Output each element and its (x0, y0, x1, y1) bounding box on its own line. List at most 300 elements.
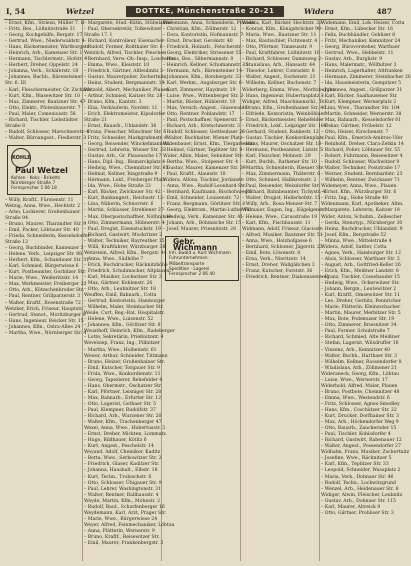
page-header (4, 6, 396, 18)
directory-entry: – Ernst, Kfm., Würzburger Str. 6 (321, 190, 397, 196)
directory-entry: – Otto, Heizer, Kirschenstr. 7 (321, 129, 389, 135)
ad-line: Spedition · Lagerei (169, 266, 210, 272)
directory-entry: – Konrad, Kfm., Königsbrücker 90 (242, 27, 321, 33)
directory-entry: Wewer, Arthur, Schneider, Tittmann (84, 353, 168, 359)
directory-entry: – Kurt, Drucker, Dorfhainer Str. 3 (321, 414, 399, 420)
directory-entry: – Karl, Fleischermeister, Gr. Zschach (5, 87, 91, 93)
directory-entry: – Fritz, Schneider, Markgrafenstr. 8 (84, 135, 168, 141)
directory-entry: – Ida, Hausmeisterin, Gompitzer 5 (321, 81, 402, 87)
directory-entry: – Johannes, Kfm., Borsbergstr. 33 (163, 75, 241, 81)
directory-entry: – Erich, Buchdrucker, Räcknitzhöhe (84, 262, 168, 268)
directory-entry: – Georg, Tapezierer, Rehefelder 4 (84, 377, 163, 383)
directory-entry: – Hermann, Lokf., Freiberger Platz (84, 178, 166, 184)
directory-entry: – Bruno, Postbote, Chemnitzer 48 (321, 389, 400, 395)
directory-entry: – Max, Zimmermann, Thäterstr. 6 (242, 172, 321, 178)
directory-entry: – Hans, Obermstr., Oschatzer Str. (84, 383, 163, 389)
directory-entry: – Richard, Schmied, Alte Meißner (321, 335, 400, 341)
directory-entry: – Oskar, Gärtner, Fröbelstr. 12 (321, 123, 392, 129)
directory-entry: – Paul, Kraftfahrer, Lößnitzstr. 16 (242, 51, 320, 57)
directory-entry: – Max, Bahnarb., Erfurter Str. 12 (84, 395, 162, 401)
directory-entry: Wetzold, Albert, Mechaniker, Plauen (84, 87, 170, 93)
directory-entry: – Richard, Gastwirt, Mockritzer 2 (84, 232, 163, 238)
directory-entry: – Werner, Student, Bernhardstr. 23 (321, 172, 403, 178)
directory-entry: – Hans, Ingenieur, Hubertusplatz 3 (242, 93, 324, 99)
directory-entry: – Lotte, Sekretärin, Prießnitzstr. 4 (84, 335, 164, 341)
directory-entry: – Fritz, Mechaniker, Kemnitzer 24 (321, 39, 401, 45)
directory-entry: – Rudolf, Schlosser, Marschnerstr. 4 (5, 129, 89, 135)
directory-entry: – Richard, Arb., Kretschmerstr. 3 (163, 123, 240, 129)
directory-entry: – Paul, Lehrer, Washingtonstr. 31 (84, 486, 161, 492)
directory-entry: – Josef, Maurer, Priesnitzstr. 28 (163, 226, 237, 232)
directory-entry: – Emma, Wwe., Kleiststr. 10 (84, 63, 150, 69)
directory-entry: – Lina, Wwe., Tharandter Str. 104 (321, 105, 400, 111)
directory-entry: Straße 21 (84, 117, 108, 123)
directory-entry: – Bernhard, Verw.-Ob.-Insp., Loschwitz (84, 57, 175, 63)
directory-entry: – Emil, Kutscher, Torgauer Str. 9 (84, 365, 160, 371)
advertisement-wetzel (7, 145, 81, 195)
directory-entry: – Heinz, Student, Bergmannstr. 19 (84, 81, 165, 87)
directory-entry: – Heinz, Buchdrucker, Uhlandstr. 9 (321, 226, 403, 232)
directory-entry: – Walter, Drogist, Hellerhofstr. 15 (242, 196, 321, 202)
directory-entry: – Frieda, Schneiderin, Kesselsdorfer (5, 234, 90, 240)
directory-entry: – Hans, Kfm., Coschützer Str. 22 (321, 408, 397, 413)
directory-entry: Str. 6. III (5, 81, 26, 87)
directory-entry: – Willi, Kraftfahrer, Würzburger 38 (84, 244, 166, 250)
advertisement-wichmann (165, 236, 239, 281)
directory-entry: – Paul, Former, Schulstraße 7 (321, 329, 390, 335)
directory-entry: – Dora, Kontoristin, Hofmannstr. 7 (163, 33, 244, 39)
directory-entry: – Martin, Bäcker, Hüblerstr. 10 (163, 99, 236, 105)
directory-entry: – Wilhelm, Kellner, Buchenstr. 7 (242, 81, 317, 87)
directory-entry: – Otto, Elektr., Pfotenhauerstr. 7 (5, 105, 81, 111)
directory-entry: – Kurt, Kfm., Blasewitzer Str. 10 (5, 93, 81, 99)
ad-line: Kohlen · Koks · Briketts (11, 175, 61, 181)
directory-entry: – Ernst, Bäckermeister, Rehefelder (242, 117, 324, 123)
directory-entry: – Hermann, Postbeamter, Liststr. 5 (242, 147, 323, 153)
directory-entry: – Leo, Dreher, Gorbitz, Pennricher (321, 299, 401, 305)
directory-entry: – Luise, Wwe., Wittenberger Str. 2 (163, 93, 244, 99)
directory-entry: – Hans, Ingenieur, Reicker Str. 15 (5, 318, 84, 324)
directory-entry: Widera, Alfons, Tischler, Jordanstr. (163, 178, 245, 184)
directory-entry: – Gustav, Maurerpolier, Zschertnitz (84, 75, 167, 81)
directory-entry: – Hedwig, Wwe., Chemnitzer Str. 65 (84, 166, 169, 172)
directory-entry: – Karl, Kraftf., Omsewitzer Str. 11 (321, 293, 401, 299)
directory-entry: – Martha, Wwe., Nürnberger Str. 4 (5, 330, 87, 336)
directory-entry: Widiger, Alfred, Maschinenschl., Tr. (242, 99, 326, 105)
directory-entry: – Anna, Wwe., Rudolf-Leonhard-Str. (163, 184, 247, 190)
directory-entry: – Richard, Arb., Wurzener Str. 20 (84, 414, 162, 420)
ad-firm-name: Paul Wetzel (15, 165, 68, 175)
directory-entry: – Gustav, Arb., Dohnaer Str. 115 (321, 498, 396, 504)
directory-entry: – Karl, Fleischer, Mohnstr. 29 (242, 154, 311, 160)
directory-entry: – Hermann, Arb., Bärensteiner 14 (163, 69, 243, 75)
directory-entry: – Martin, Schlosser, Strehlener 27 (84, 208, 164, 214)
directory-entry: – Otto, Schmied, Halbkreisstr. 2 (242, 178, 317, 184)
directory-entry: – Richard, Tischler, Liebstädter (5, 117, 79, 123)
directory-entry: – Max, Versich.-Angest., Glasewaldt (163, 105, 247, 111)
directory-entry: Wideraneck, Georg, Kfm., Löbtau (321, 371, 400, 377)
directory-entry: Straße 8 (5, 123, 26, 129)
directory-entry: – Gustav, Maurer, Kamenzer Str. 29 (163, 166, 246, 172)
directory-entry: – Theodor, Lehrer, Conradstr. 8 (242, 69, 315, 75)
directory-entry: – Bruno, Kraftf., Reisewitzer Str. (84, 534, 160, 540)
directory-entry: Weydemann, Karl, Arzt, Prager Str. (84, 510, 167, 516)
directory-entry: – Marie, Plätterin, Kleinzschacher (321, 305, 401, 311)
directory-entry: – Maria, Wwe., Bautzner Str. 11 (242, 33, 317, 39)
directory-entry: Straße 94 (5, 215, 29, 221)
directory-entry: – Karl, Maurer, Altreick 9 (321, 504, 381, 510)
directory-entry: – Otto, Rentner, Pohlandstr. 17 (163, 111, 235, 117)
directory-entry: – Bruno, Heizer, Großenhainer Str. (84, 359, 165, 365)
directory-entry: – Friedrich, Gärtner, Altleubnitz 3 (84, 69, 163, 75)
directory-entry: – Friedrich, Glaser, Kaditzer Str. (84, 462, 160, 468)
directory-entry: – Max, Oberpostschaffner, Nöthnitzer (84, 214, 172, 220)
directory-entry: – Paul, Postschaffner, Spenerstr. 5 (163, 117, 243, 123)
directory-entry: – Georg, Buchbinder, Kamenzer 5 (5, 246, 84, 252)
left-running-head: Wetzel (66, 7, 94, 16)
directory-entry: – Karl, Pförtner, Leisniger Str. 28 (84, 389, 162, 395)
directory-entry: – Hermann, Tischlermstr., Hofstr. 9 (5, 57, 88, 63)
directory-entry: Weyer, Alfred, Feinmechaniker, Löbtau (84, 522, 175, 528)
directory-entry: – Gertrud, Lehrerin, Wiener Str. 23 (84, 147, 167, 153)
header-rule (4, 19, 396, 20)
directory-entry: – Georg, Elektrom., Martin-Luther-Pl. (163, 208, 251, 214)
directory-entry: – Stanislaus, Arb., Hansastr. 44 (242, 63, 316, 69)
directory-entry: – Richard, Kontrolleur, Eisenacher (84, 39, 165, 45)
directory-entry: – Emma, Wwe., Westendstr. 6 (321, 395, 390, 401)
directory-entry: – Karl, Schmied, Bürgerwiese 6 (5, 264, 79, 270)
directory-entry: – Max, Gärtner, Kohlenstr. 26 (84, 281, 153, 287)
directory-entry: – Friedrich, Rentner, Diakonissenweg (242, 274, 330, 280)
ad-line: Fernsprecher 1 06 18 (11, 186, 57, 192)
directory-entry: – Max, Zimmerer, Bautzner Str. 47 (5, 99, 86, 105)
directory-entry: – Vinzenz, Arb., Kemnitzer 40 (321, 347, 390, 353)
directory-entry: – Max, Bote, Podemuser Str. 19 (321, 317, 395, 323)
directory-entry: – Fritz, Schlosser, Agnes-Smedley (321, 401, 400, 407)
directory-entry: – Leopold, Schneider, Wasaplatz 2 (321, 468, 401, 474)
ad-badge: KOHLE (11, 148, 31, 168)
directory-entry: – Bruno, Kfm., Großenhainer Str. 40 (242, 105, 327, 111)
directory-entry: Wetzstein, Alfred, Kfm., Bergstr. 44 (84, 250, 167, 256)
directory-entry: Wexel, Anna, Wwe., Hubertusstr. 3 (84, 426, 166, 432)
directory-entry: – Alfred, Musiker, Bautzner Str. 51 (242, 232, 323, 238)
directory-entry: – Frida, Wwe., Konkordienstr. 11 (84, 371, 161, 377)
directory-entry: – Hans, Maurer, Oschatzer Str. 18 (242, 141, 322, 147)
right-running-head: Widera (304, 7, 334, 16)
directory-entry: – Gustav, Arb., Burgkstr. 9 (321, 57, 383, 63)
directory-entry: – Karl, Werkm., Augsburger Str. 6 (163, 81, 242, 87)
directory-entry: – Walter, Kraftf., Rosenstraße 72 (5, 300, 81, 306)
directory-entry: – Hermann, Zimmerer, Steinbacher 20 (321, 75, 411, 81)
directory-entry: – Kurt, Buchh., Rathener Str. 10 (242, 160, 317, 166)
directory-entry: – Gertrud, Kontoristin, Hamburger (84, 299, 166, 305)
directory-entry: Widemeyer, Anna, Wwe., Plauen (321, 184, 397, 190)
directory-entry: Straße 12 (5, 240, 29, 246)
directory-entry: – Rudolf, Bauf., Scharfenberger 16 (84, 504, 165, 510)
directory-entry: – Marie, Wwe., Bürgerwiese 24 (84, 516, 158, 522)
directory-entry: – Paul, Kraftf., Alaunstr. 18 (163, 172, 226, 178)
directory-entry: – Kurt, Angest., Peschelstr. 14 (84, 444, 154, 450)
directory-entry: – Wilhelm, Kellner, Rossendorfer 8 (321, 359, 402, 365)
directory-entry: – Erna, Verk., Nieritzstr. 14 (242, 256, 306, 262)
directory-entry: – Reinhold, Dreher, Clara-Zetkin 14 (321, 141, 404, 147)
directory-entry: – Hugo, Bildhauer, Kötitz 6 (84, 438, 147, 444)
right-page-number: 487 (376, 7, 392, 16)
directory-entry: – Wenzel, Arb., Heidenauer Str. 8 (321, 486, 399, 492)
directory-entry: Widerhold, Alfred, Maler, Plauen (321, 383, 398, 389)
directory-entry: Widemann, Anna, Schneiderin, Pfotenh. (163, 21, 257, 26)
directory-column-5 (321, 21, 411, 561)
directory-entry: – Johann, Bergm., Leutewitzer 2 (321, 287, 397, 293)
directory-entry: – Martha, Schneiderin, Riesaer Str. (242, 166, 325, 172)
directory-entry: – Friedrich, Schuhmacher, Altplauen (84, 268, 170, 274)
directory-entry: – Max, Werkmeister, Freiberger 22 (5, 282, 87, 288)
directory-entry: – Emil, Bote, Löwenstr. 8 (242, 250, 301, 256)
directory-entry: Widenbauer, Ernst, Kfm., Tiergartenstr. (163, 141, 256, 147)
directory-entry: – Luise, Wwe., Wernerstr. 17 (321, 377, 388, 383)
directory-entry: – Otto, Zimmermann, Hübnerstr. 4 (84, 220, 165, 226)
directory-entry: – Johanna, Haushalt., Elbstr. 18 (84, 468, 158, 474)
directory-entry: – Johanna, Verk., Schäferstr. 18 (5, 69, 79, 75)
directory-entry: – Berta, Wwe., Serkowitzer Str. 2 (84, 456, 162, 462)
directory-entry: – Kurt, Klempner, Wernerplatz 2 (321, 99, 397, 105)
directory-entry: – Walter, Angest., Possendorfer 27 (321, 444, 401, 450)
directory-entry: – Anna, Wwe., Holzhofgasse 6 (242, 238, 312, 244)
directory-entry: – Johannes, Kfm., Ostra-Allee 24 (5, 324, 81, 330)
directory-entry: – Franz, Kutscher, Forststr. 36 (242, 268, 313, 274)
ad-firm-name: Gebr. Wichmann (173, 236, 218, 252)
directory-entry: – Marie, Wwe., Weißeritzstr. 14 (5, 276, 79, 282)
directory-entry: Weule, Curt, Reg.-Rat, Hospitalstr. (84, 311, 165, 317)
directory-entry: – Paul, Kfm., Emerich-Ambros-Ufer (321, 135, 403, 141)
directory-entry: – Paul, Maler, Comeniusstr. 58 (5, 111, 76, 117)
directory-entry: – Helene, Wwe., Luisenstr. 52 (84, 317, 154, 323)
directory-entry: – Martin, Schneider, Wernerstr. 38 (321, 111, 402, 117)
directory-entry: – Hedwig, Wwe., Ockerwitzer Str. (321, 281, 400, 287)
directory-entry: – Arthur, Schmied, Kaitzer Str. 28 (84, 93, 163, 99)
directory-entry: – Gerhard, Student, Rankestr. 12 (242, 129, 319, 135)
directory-entry: – Otto, Arb., Leubnitzer Str. 18 (84, 287, 156, 293)
directory-entry: – Ernst, Dreher, Mickten, Lommatz. (84, 432, 168, 438)
directory-entry: – Walter, Rentner, Ballhausstr. 4 (84, 492, 159, 498)
directory-entry: Widhalm, Franz, Musiker, Zschertnitz (321, 450, 410, 456)
directory-entry: – Kurt, Techn., Trobischstr. 6 (84, 474, 152, 480)
directory-entry: – Ernst, Dreher, Wallgäßchen 3 (242, 262, 315, 268)
ad-line: Fernsprecher 2 06 40 (169, 272, 215, 278)
directory-entry: – Emil, Maurer, Frankenbergstr. 3 (84, 541, 164, 547)
directory-entry: – Lina, Näherin, Schnorrstr. 6 (84, 202, 154, 208)
directory-entry: – Agnes, Verk., Hamburger Str. 12 (321, 250, 401, 256)
directory-entry: – Otto, Arb., Kötzschenbroder Str. (5, 288, 85, 294)
directory-entry: – Anna, Plätterin, Wernerstr. 9 (84, 528, 155, 534)
ad-line: Nürnberger Straße 7 (11, 180, 56, 186)
directory-entry: – Walter, Kfm., Trachenberger 47 (84, 420, 162, 426)
directory-entry: – Herbert, Dreher, Oppelstr. 24 (5, 63, 78, 69)
directory-entry: – Helene, Wwe., Carusstraße 19 (242, 214, 318, 220)
directory-entry: – Karl, Bäcker, Saalhausener Str. (321, 93, 398, 99)
directory-entry: – Robert, Fuhrmann, Reisewitzer 4 (321, 154, 403, 160)
directory-entry: Widemann, Emil, Lok.-Heizer, Cotta (321, 21, 405, 26)
directory-entry: Widera, Adolf, Sattler, Cotta (321, 244, 387, 250)
directory-entry: – Max, Arb., Höckendorfer Weg 9 (321, 420, 399, 426)
directory-entry: Weyde, Martin, Kfm., Mohnstr. 2 (84, 498, 161, 504)
directory-entry: – Wladislaus, Arb., Zöllmener 21 (321, 365, 397, 371)
directory-entry: – Kurt, Zimmerer, Haydnstr. 19 (163, 87, 236, 93)
directory-entry: Widmann, Adolf, Friseur, Glacisstr. (242, 226, 324, 232)
directory-entry: – Willy, Kraftf., Fürstenstr. 11 (5, 197, 74, 203)
directory-entry: – Paul, Drogist, Eisenstuckstr. 19 (84, 226, 161, 232)
directory-entry: – Hans, Bäckermeister, Wartburgstr. (5, 45, 90, 51)
directory-entry: – Ida, Wwe., Hohe Straße 33 (84, 184, 151, 190)
directory-entry: Weusthoff, Heinrich, Kfm., Radeberger (84, 329, 175, 335)
directory-entry: – Hans, Malermstr., Wölfnitzer 3 (321, 63, 397, 69)
directory-entry: – Walter, Büroangest., Fiedlerstr. 3 (5, 135, 87, 141)
directory-column-1 (5, 21, 91, 561)
directory-entry: – Helmut, Kellner, Ringstraße 9 (84, 172, 158, 178)
directory-entry: – Stefan, Lagerist, Wilsdruffer 16 (321, 341, 399, 347)
directory-entry: – Felix, Buchhändler, Gohliser 8 (321, 33, 396, 39)
directory-column-3 (163, 21, 257, 561)
directory-entry: – Bertha, Wwe., Stolpener Str. 4 (163, 160, 239, 166)
directory-entry: – Georg, Elektriker, Striesener 55 (163, 51, 242, 57)
directory-entry: Weyand, Adolf, Chemiker, Kaditz (84, 450, 161, 456)
directory-entry: – Friedrich, Holzarb., Fetscherstr. (163, 45, 242, 51)
directory-entry: Wetzig, Anna, Wwe., Hechtstr. 2 (5, 203, 81, 209)
directory-entry: – Bernhard, Kaufmann, Bischofsweg 6 (163, 190, 253, 196)
directory-entry: – Hedwig, Verk., Kamenzer Str. 41 (163, 214, 244, 220)
directory-entry: – Gerda, Stenotyp., Nürnberger 30 (321, 220, 403, 226)
directory-entry: – Gustav, Arb., Gr. Plauensche 17 (84, 154, 162, 160)
directory-entry: – Paul, Klempner, Rudolfstr. 37 (84, 408, 156, 413)
directory-entry: – Anna, Wwe., Südhöhe 7 (84, 256, 144, 262)
directory-entry: – Arno, Lackierer, Großenhainer (5, 209, 81, 215)
directory-entry: – Margarete, Lehrerin, Kaitzer 18 (321, 208, 400, 214)
directory-entry: – Otto, Schlosser, Übigauer Str. 9 (84, 480, 162, 486)
directory-entry: – Franz, Bergmann, Görlitzer Str. 3 (163, 202, 246, 208)
directory-entry: – Walter, Techniker, Bayreuther 15 (84, 238, 165, 244)
directory-entry: – Emil, Packer, Löbtauer Str. 40 (5, 227, 79, 233)
directory-entry: – Martha, Wwe., Holbeinstr. 61 (84, 347, 157, 353)
left-page-number: I, 54 (6, 7, 26, 16)
directory-entry: – Josef, Kfm., Bergstraße 52 (321, 232, 387, 238)
directory-entry: – Otto, Bauarb., Zauckeroder 15 (321, 426, 397, 432)
directory-entry: – Franz, Tischler, Cossebauder 15 (321, 274, 400, 280)
directory-entry: – Erich, Kfm., Meißner Landstr. 8 (321, 268, 399, 274)
directory-entry: – Gustav, Tischler, Konkordienplatz (242, 135, 324, 141)
directory-entry: – Walter, Buchhalter, Wiener Platz (163, 135, 243, 141)
directory-entry: – Ernst, Bauarb., Uhlandstr. 36 (84, 123, 157, 129)
directory-entry: – Christian, Kfm., Zöllnerstr. 12 (163, 27, 237, 33)
directory-entry: – Josefine, Wwe., Räcknitzer 5 (321, 456, 392, 462)
directory-column-4 (242, 21, 335, 561)
directory-entry: – Elsa, Verkäuferin, Nordstr. 11 (84, 105, 158, 111)
directory-entry: Widiger, Alwin, Fleischer, Leubnitz (321, 492, 403, 498)
directory-entry: – Georg, Kochgehilfe, Bergstr. 17 (5, 33, 83, 39)
directory-entry: – Ernst, Kfm., Lübecker Str. 16 (321, 27, 394, 33)
directory-entry: – Herbert, Kfm., Schandauer Str. 31 (5, 258, 90, 264)
directory-entry: – Otto, Lagerist, Gothaer Str. 5 (84, 401, 157, 407)
directory-entry: – Emil, Schneider, Louisenstr. 72 (163, 196, 240, 202)
directory-entry: – Martin, Maurer, Merbitzer Str. 5 (321, 311, 401, 317)
directory-entry: – Fritz, Ing., Hohe Straße 40 (321, 196, 388, 202)
directory-entry: Wetzlich, Alfred, Tischler, Pieschen (84, 51, 167, 57)
directory-entry: – Heinrich, Arb., Kamenzer Str. 1 (5, 51, 83, 57)
directory-entry: – Gertrud, Wwe., Hebbelstr. 11 (321, 51, 394, 57)
advertising-banner: DOTTKE, Münchenstraße 20-21 (126, 6, 284, 17)
directory-entry: Widmaier, Eugen, Ing., Kügelgenstr. (242, 208, 327, 214)
directory-entry: – Max, Bautischler, Fichtenstr. 4 (242, 39, 318, 45)
directory-entry: – Otto, Gärtner, Prohliser Str. 3 (321, 510, 394, 516)
directory-column-2 (84, 21, 175, 561)
directory-entry: – Otto, Pförtner, Timaeusstr. 9 (242, 45, 313, 51)
directory-entry: – Rudolf, Former, Roßthaler Str. 6 (84, 45, 163, 51)
directory-entry: – August, Arb., Gottfried-Keller 26 (321, 262, 401, 268)
directory-entry: – Rudolf, Schlosser, Wachwitzer 9 (321, 160, 400, 166)
directory-entry: – Richard, Gastwirt, Rabenauer 12 (321, 438, 402, 444)
directory-entry: – Ernst, Drucker, Gerokstr. 40 (163, 39, 233, 45)
directory-entry: – Richard, Schlosser, Dammweg 2 (242, 57, 322, 63)
ad-line: Fuhrunternehmen · Möbeltransporte (169, 256, 211, 267)
directory-entry: Weuffen, Emil, Bahnarb., Cotta (84, 293, 157, 299)
directory-entry: – Georg, Reisender, Winckelmannstr. (84, 141, 170, 147)
directory-entry: – Walter, Buchh., Harthaer Str. 3 (321, 353, 398, 359)
directory-entry: – Alois, Schlosser, Warthaer Str. 3 (321, 256, 400, 262)
directory-entry: Wevelsiep, Franz, Ing., Pillnitzer (84, 341, 160, 347)
directory-entry: Widera, Karl, Bäcker, Hechtstr. 33 (242, 21, 322, 26)
directory-entry: Widenmann, Karl, Apotheker, Altm. (321, 202, 404, 208)
directory-entry: – Erich, Elektromeister, Kipsdorfer (84, 111, 166, 117)
directory-entry: Wetzker, Erich, Friseur, Hauptstr. (5, 306, 84, 312)
directory-entry: – Hans, Dipl.-Ing., Bismarckplatz 4 (84, 160, 166, 166)
directory-entry: – Franz, Fleischer, Münchner Str. 5 (84, 129, 167, 135)
directory-entry: Straße 17. I (84, 33, 112, 39)
directory-entry: – Bruno, Maurer, Tharandter Str. 9 (5, 221, 87, 227)
directory-entry: – Max, Bahnarb., Kesselsdorfer 61 (321, 117, 402, 123)
directory-entry: – Minna, Wwe., Mittelstraße 4 (321, 238, 392, 244)
directory-entry: – Hans, Bes., Silbermannstr. 8 (163, 57, 234, 63)
directory-entry: – Johannes, Angest., Grillparzer 31 (321, 87, 403, 93)
directory-entry: – Heinrich, Kellner, Schumannstr. 21 (163, 63, 249, 69)
directory-entry: – Rudolf, Techn., Lockwitzgrund (321, 480, 396, 486)
directory-entry: – Paul, Reisender, Weixdorfer Str. (242, 184, 320, 190)
directory-entry: – Fritz, Bes., Lößnitzstraße 31 (5, 27, 76, 33)
directory-entry: – Rudolf, Schlosser, Gottleubaer 26 (163, 129, 245, 135)
directory-entry: – Wilhelm, Rentner, Zwickauer 71 (321, 178, 400, 184)
directory-entry: – Gertrud, Wwe., Niederwaldstr. 4 (5, 39, 85, 45)
directory-entry: – Karl, Musiker, Lockwitzer Str. 3 (84, 274, 162, 280)
directory-entry: – Paul, Rentner, Grillparzerstr. 3 (5, 294, 81, 300)
directory-entry: – Bernhard, Schlosser, Jägerstr. 23 (242, 244, 323, 250)
directory-entry: – Paul, Obersekretär, Tolkewitzer (84, 27, 162, 33)
directory-entry: – Bruno, Kfm., Kantstr. 3 (84, 99, 142, 105)
directory-entry: – Kurt, Postbeamter, Gorbitzer Str. (5, 270, 86, 276)
directory-entry: Widerberg, Emma, Wwe., Moritzburger (242, 87, 335, 93)
directory-entry: – Friedrich, Lokf., Leipziger Str. 100 (242, 123, 327, 129)
directory-entry: – Karl, Kfm., Fischhausstr. 11 (242, 220, 311, 226)
directory-entry: – Johannes, Buchh., Bärensteiner (5, 75, 83, 81)
directory-entry: – Walter, Techniker, Poststraße 17 (321, 166, 401, 172)
directory-entry: – Wilhelm, Maler, Steinbacher Str. (84, 305, 164, 311)
directory-entry: – Richard, Bahnbeamter, Tichystr. 4 (242, 190, 326, 196)
directory-entry: – Ernst, Kfm., Striesn, Müller 7. II (5, 21, 85, 26)
ad-line: Inh. Ewald u. Kurt Wichmann (169, 250, 231, 256)
directory-entry: – Johann, Arb., Böhmische Str. 15 (163, 220, 242, 226)
directory-entry: – Heinrich, Lagerhalter, Altfranken (321, 69, 403, 75)
directory-entry: – Margarete, Stud.-Rätin, Stübelallee (84, 21, 172, 26)
directory-entry: – Karl, Kfm., Teplitzer Str. 33 (321, 462, 389, 468)
directory-entry: Wider, Albin, Maler, Sebnitzer Str. (163, 154, 243, 160)
directory-entry: – Paul, Tischler, Kohlsdorfer 4 (321, 432, 391, 438)
